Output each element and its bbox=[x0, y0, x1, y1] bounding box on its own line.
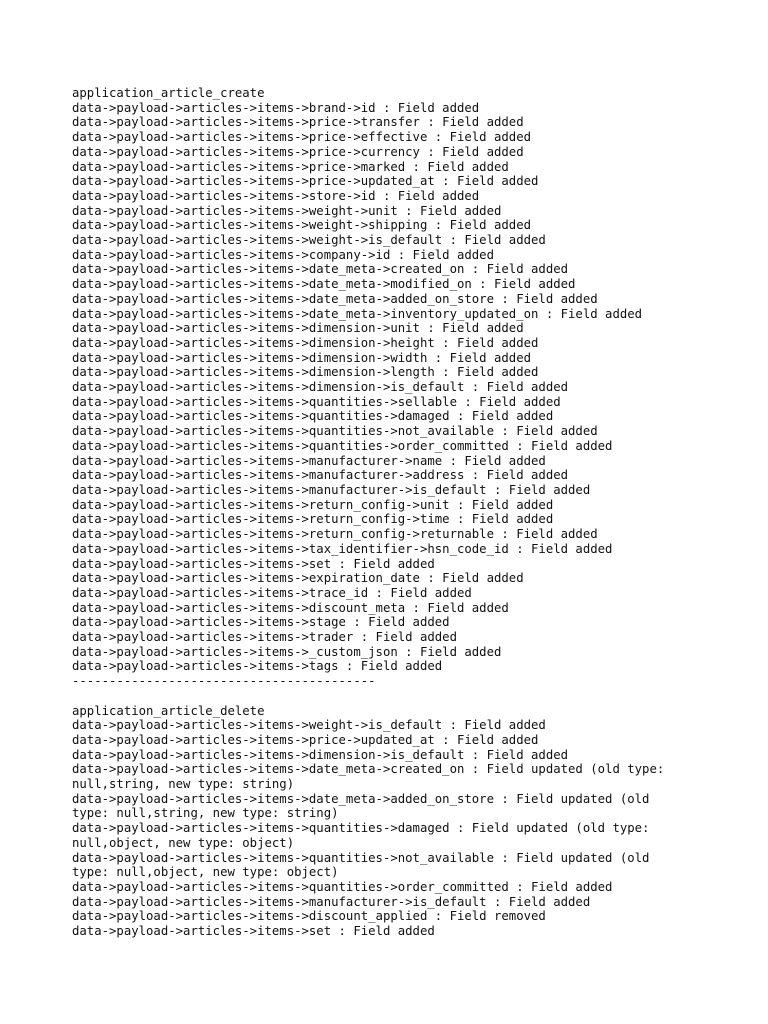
change-line: data->payload->articles->items->date_meta->modified_on : Field added bbox=[72, 277, 576, 292]
change-line: data->payload->articles->items->manufacturer->is_default : Field added bbox=[72, 482, 591, 497]
change-line: data->payload->articles->items->manufacturer->is_default : Field added bbox=[72, 894, 591, 909]
change-line: data->payload->articles->items->price->updated_at : Field added bbox=[72, 174, 539, 189]
change-line: data->payload->articles->items->quantities->damaged : Field updated (old type: bbox=[72, 821, 650, 836]
change-line: data->payload->articles->items->company->id : Field added bbox=[72, 247, 494, 262]
section-article-delete bbox=[72, 704, 712, 939]
change-line: data->payload->articles->items->dimension->length : Field added bbox=[72, 365, 539, 380]
change-line: data->payload->articles->items->date_meta->added_on_store : Field updated (old bbox=[72, 791, 650, 806]
change-line: data->payload->articles->items->dimension->width : Field added bbox=[72, 350, 532, 365]
change-line: data->payload->articles->items->price->effective : Field added bbox=[72, 130, 532, 145]
change-line: data->payload->articles->items->weight->is_default : Field added bbox=[72, 233, 546, 248]
change-line: data->payload->articles->items->trace_id : Field added bbox=[72, 585, 472, 600]
section-separator: ----------------------------------------- bbox=[72, 674, 376, 689]
change-line: data->payload->articles->items->dimension->unit : Field added bbox=[72, 321, 524, 336]
change-line: null,string, new type: string) bbox=[72, 777, 295, 792]
change-line: data->payload->articles->items->trader : Field added bbox=[72, 630, 457, 645]
change-line: data->payload->articles->items->stage : Field added bbox=[72, 615, 450, 630]
change-line: data->payload->articles->items->return_config->time : Field added bbox=[72, 512, 554, 527]
change-line: data->payload->articles->items->quantities->order_committed : Field added bbox=[72, 879, 613, 894]
change-line: data->payload->articles->items->price->transfer : Field added bbox=[72, 115, 524, 130]
change-line: data->payload->articles->items->discount_meta : Field added bbox=[72, 600, 509, 615]
section-article-create bbox=[72, 86, 712, 689]
change-line: null,object, new type: object) bbox=[72, 835, 295, 850]
change-line: data->payload->articles->items->manufacturer->address : Field added bbox=[72, 468, 569, 483]
change-line: data->payload->articles->items->expiration_date : Field added bbox=[72, 571, 524, 586]
change-line: data->payload->articles->items->quantities->not_available : Field updated (old bbox=[72, 850, 650, 865]
change-line: data->payload->articles->items->dimension->height : Field added bbox=[72, 335, 539, 350]
change-line: data->payload->articles->items->price->marked : Field added bbox=[72, 159, 509, 174]
change-line: data->payload->articles->items->quantities->sellable : Field added bbox=[72, 394, 561, 409]
change-line: data->payload->articles->items->return_config->unit : Field added bbox=[72, 497, 554, 512]
change-line: data->payload->articles->items->tax_identifier->hsn_code_id : Field added bbox=[72, 541, 613, 556]
change-line: type: null,string, new type: string) bbox=[72, 806, 339, 821]
change-line: data->payload->articles->items->date_meta->created_on : Field updated (old type: bbox=[72, 762, 665, 777]
change-line: data->payload->articles->items->set : Field added bbox=[72, 556, 435, 571]
change-line: data->payload->articles->items->brand->id : Field added bbox=[72, 100, 480, 115]
change-line: data->payload->articles->items->date_meta->added_on_store : Field added bbox=[72, 291, 598, 306]
change-line: data->payload->articles->items->_custom_json : Field added bbox=[72, 644, 502, 659]
change-line: data->payload->articles->items->quantities->not_available : Field added bbox=[72, 424, 598, 439]
change-line: data->payload->articles->items->store->id : Field added bbox=[72, 188, 480, 203]
change-line: data->payload->articles->items->weight->unit : Field added bbox=[72, 203, 502, 218]
change-line: data->payload->articles->items->dimension->is_default : Field added bbox=[72, 380, 569, 395]
change-line: data->payload->articles->items->return_config->returnable : Field added bbox=[72, 527, 598, 542]
change-line: data->payload->articles->items->price->updated_at : Field added bbox=[72, 732, 539, 747]
change-line: data->payload->articles->items->date_meta->created_on : Field added bbox=[72, 262, 569, 277]
change-line: data->payload->articles->items->date_meta->inventory_updated_on : Field added bbox=[72, 306, 643, 321]
change-line: data->payload->articles->items->manufacturer->name : Field added bbox=[72, 453, 546, 468]
change-line: data->payload->articles->items->set : Field added bbox=[72, 924, 435, 939]
change-line: data->payload->articles->items->weight->is_default : Field added bbox=[72, 718, 546, 733]
change-line: data->payload->articles->items->tags : Field added bbox=[72, 659, 443, 674]
change-line: data->payload->articles->items->quantities->order_committed : Field added bbox=[72, 438, 613, 453]
section-title: application_article_delete bbox=[72, 703, 265, 718]
change-line: data->payload->articles->items->quantities->damaged : Field added bbox=[72, 409, 554, 424]
change-line: data->payload->articles->items->weight->shipping : Field added bbox=[72, 218, 532, 233]
document-page bbox=[72, 86, 712, 939]
change-line: data->payload->articles->items->dimension->is_default : Field added bbox=[72, 747, 569, 762]
change-line: data->payload->articles->items->discount_applied : Field removed bbox=[72, 909, 546, 924]
change-line: type: null,object, new type: object) bbox=[72, 865, 339, 880]
section-title: application_article_create bbox=[72, 86, 265, 100]
change-line: data->payload->articles->items->price->currency : Field added bbox=[72, 144, 524, 159]
blank-line bbox=[72, 689, 712, 704]
